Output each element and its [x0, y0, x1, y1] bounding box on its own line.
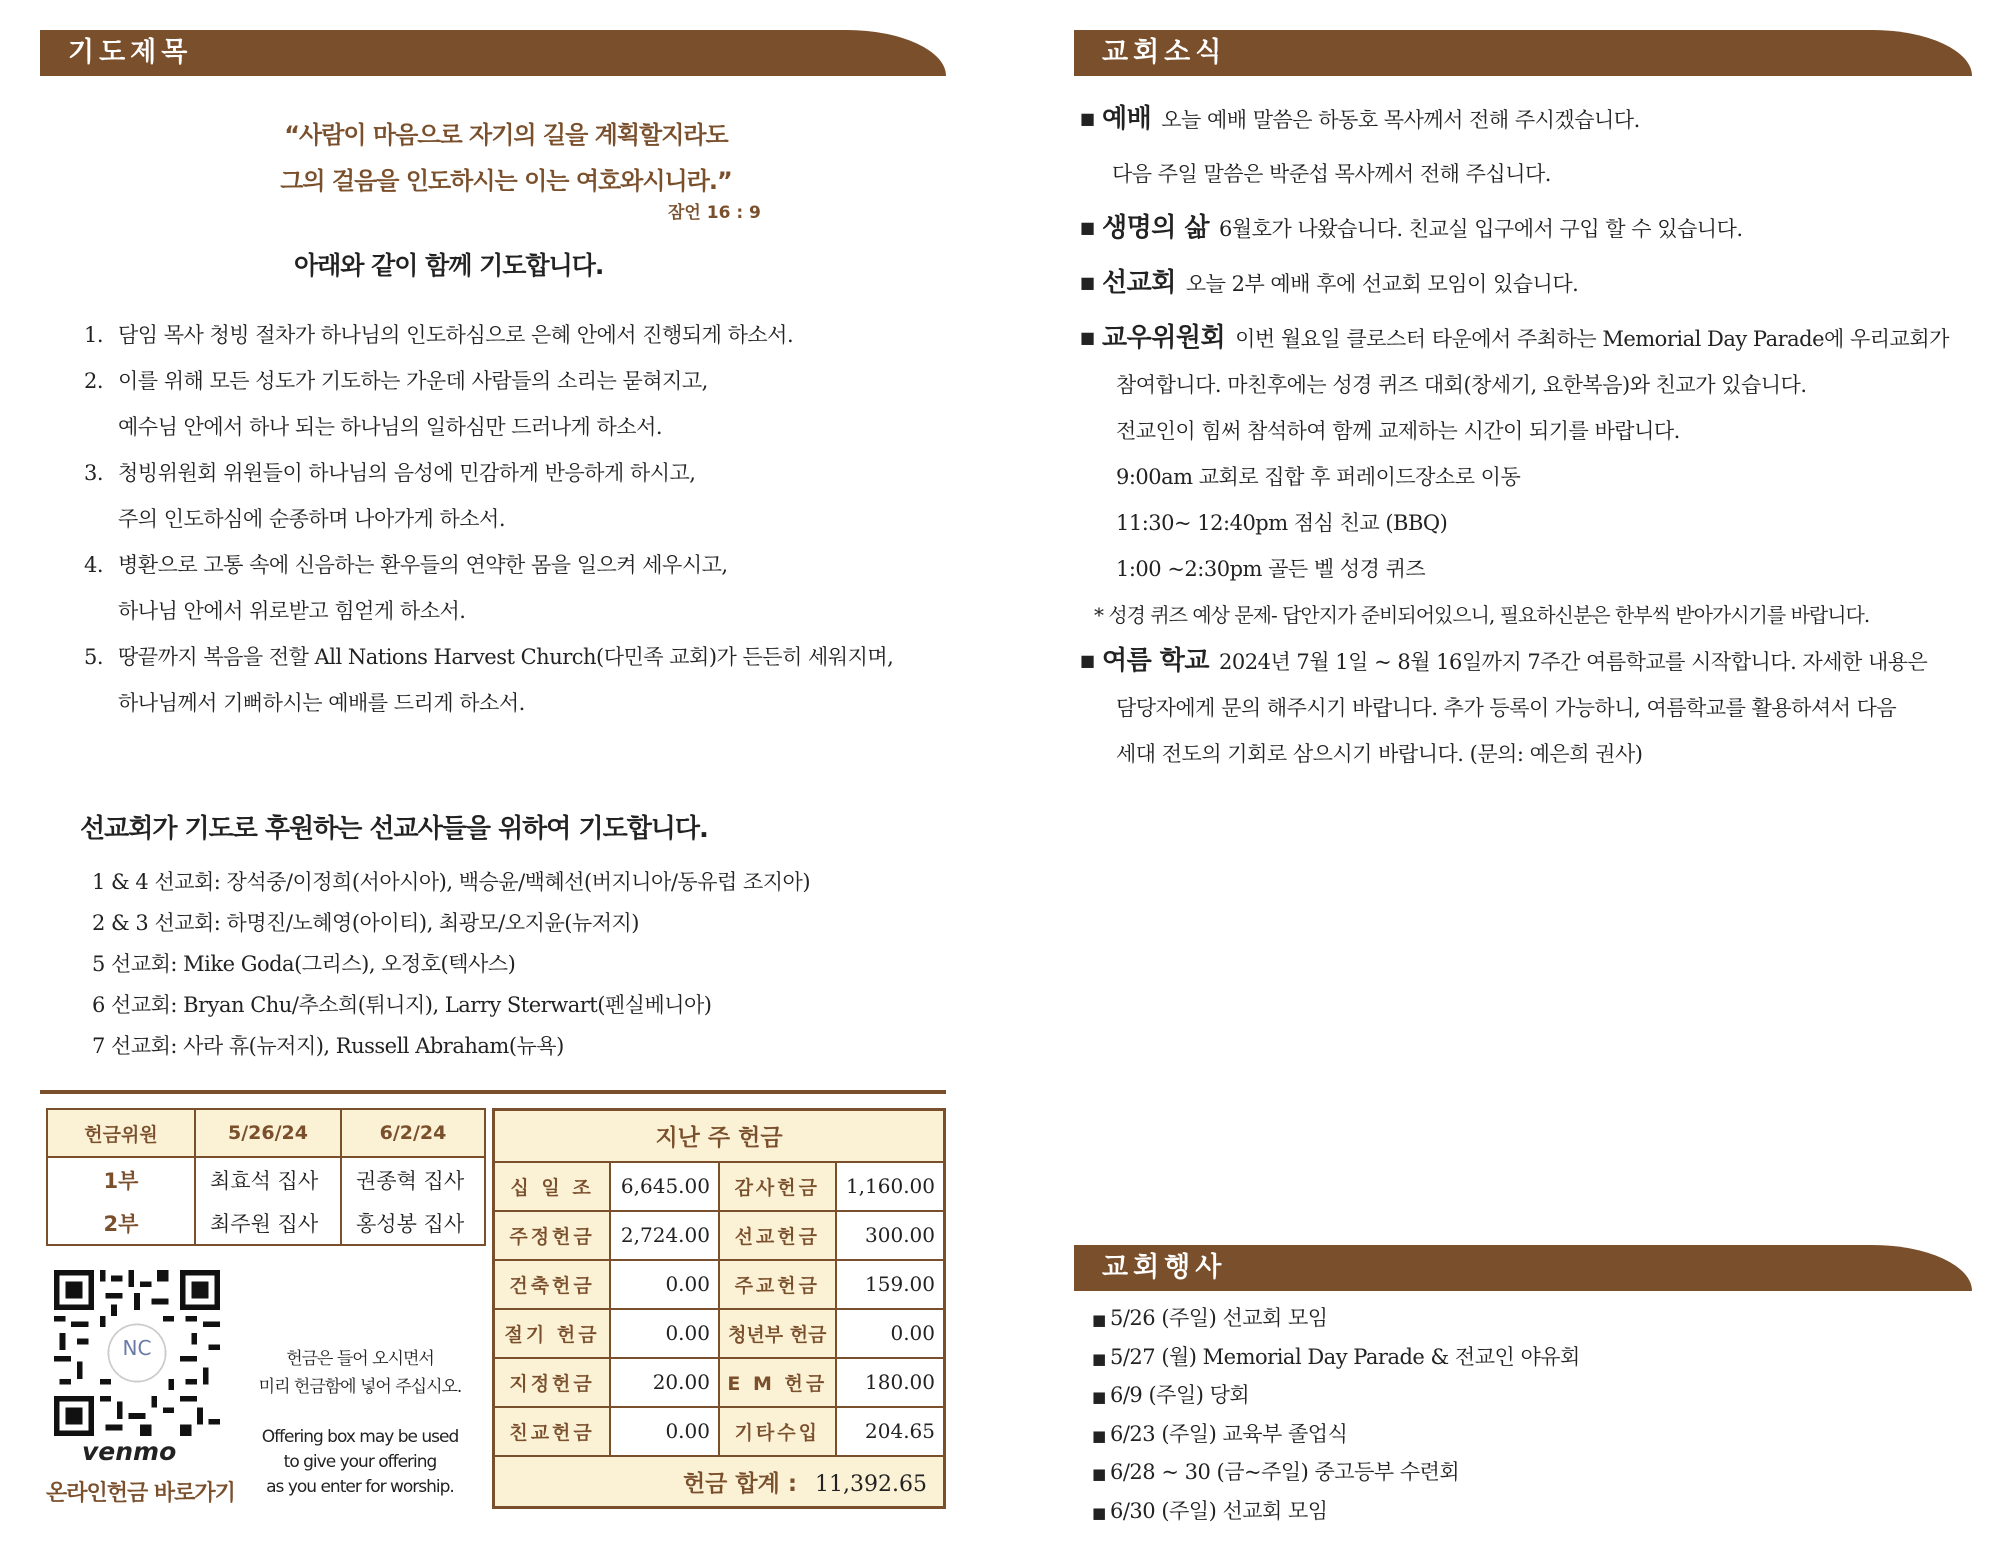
qr-code-icon[interactable] [54, 1270, 220, 1436]
venmo-logo: venmo [82, 1437, 177, 1466]
prayer-item: 2. 이를 위해 모든 성도가 기도하는 가운데 사람들의 소리는 묻혀지고, 예수님 안에서 하나 되는 하나님의 일하심만 드러나게 하소서. [84, 369, 708, 439]
offering-note-korean: 헌금은 들어 오시면서 미리 헌금함에 넣어 주십시오. [258, 1349, 462, 1397]
event-item: ■ 6/30 (주일) 선교회 모임 [1092, 1498, 1328, 1523]
news-item-summer-school: ■ 여름 학교 2024년 7월 1일 ~ 8월 16일까지 7주간 여름학교를 시작합니다. 자세한 내용은 [1080, 646, 1928, 676]
news-item-worship: ■ 예배 오늘 예배 말씀은 하동호 목사께서 전해 주시겠습니다. [1080, 104, 1640, 134]
table-row: 절기 헌금 0.00 청년부 헌금 0.00 [494, 1309, 945, 1358]
missionary-item: 7 선교회: 사라 휴(뉴저지), Russell Abraham(뉴욕) [92, 1034, 564, 1058]
prayer-item: 1. 담임 목사 청빙 절차가 하나님의 인도하심으로 은혜 안에서 진행되게 하소서. [84, 323, 794, 347]
prayer-item: 4. 병환으로 고통 속에 신음하는 환우들의 연약한 몸을 일으켜 세우시고, 하나님 안에서 위로받고 힘얻게 하소서. [84, 553, 728, 623]
prayer-item: 5. 땅끝까지 복음을 전할 All Nations Harvest Church(다민족 교회)가 든든히 세워지며, 하나님께서 기뻐하시는 예배를 드리게 하소서. [84, 645, 894, 715]
news-item-mission: ■ 선교회 오늘 2부 예배 후에 선교회 모임이 있습니다. [1080, 268, 1579, 298]
missionaries-title: 선교회가 기도로 후원하는 선교사들을 위하여 기도합니다. [80, 814, 708, 844]
prayer-header: 기도제목 [40, 30, 946, 76]
prayer-intro: 아래와 같이 함께 기도합니다. [294, 251, 604, 280]
committee-header: 헌금위원 [47, 1109, 195, 1157]
event-item: ■ 6/28 ~ 30 (금~주일) 중고등부 수련회 [1092, 1460, 1460, 1484]
last-week-offering-table [492, 1108, 946, 1509]
scripture-verse [246, 112, 766, 204]
date-header-2: 6/2/24 [341, 1109, 485, 1157]
verse-line-2: 그의 걸음을 인도하시는 이는 여호와시니라.” [280, 167, 732, 195]
table-header-row [47, 1109, 485, 1157]
table-row: 2부 최주원 집사 홍성봉 집사 [47, 1201, 485, 1245]
online-giving-link[interactable]: 온라인헌금 바로가기 [46, 1481, 235, 1506]
qr-center-label: NC [122, 1336, 152, 1360]
offering-note-english: Offering box may be used to give your offering as you enter for worship. [261, 1427, 459, 1497]
event-item: ■ 6/9 (주일) 당회 [1092, 1383, 1250, 1407]
table-row: 친교헌금 0.00 기타수입 204.65 [494, 1407, 945, 1456]
verse-reference: 잠언 16 : 9 [668, 203, 761, 223]
table-row: 주정헌금 2,724.00 선교헌금 300.00 [494, 1211, 945, 1260]
church-news: ■ 예배 오늘 예배 말씀은 하동호 목사께서 전해 주시겠습니다. 다음 주일 말씀은 박준섭 목사께서 전해 주십니다. ■ 생명의 삶 6월호가 나왔습니다. 친교실 입구에서 구입 할 수 있습니다. ■ 선교회 오늘 2부 예배 후에 선교회 모임이 있습니다. ■ 교우위원회 이번 월요일 클로스터 타운에서 주최하는 Memorial Day Parade에 우리교회가 참여합니다. 마친후에는 성경 퀴즈 대회(창세기, 요한복음)와 친교가 있습니다. 전교인이 힘써 참석하여 함께 교제하는 시간이 되기를 바랍니다. 9:00am 교회로 집합 후 퍼레이드장소로 이동 11:30~ 12:40pm 점심 친교 (BBQ) 1:00 ~2:30pm 골든 벨 성경 퀴즈 * 성경 퀴즈 예상 문제- 답안지가 준비되어있으니, 필요하신분은 한부씩 받아가시기를 바랍니다. ■ 여름 학교 2024년 7월 1일 ~ 8월 16일까지 7주간 여름학교를 시작합니다. 자세한 내용은 담당자에게 문의 해주시기 바랍니다. 추가 등록이 가능하니, 여름학교를 활용하셔서 다음 세대 전도의 기회로 삼으시기 바랍니다. (문의: 예은희 권사) [1080, 96, 1980, 777]
date-header-1: 5/26/24 [195, 1109, 341, 1157]
table-row: 지정헌금 20.00 E M 헌금 180.00 [494, 1358, 945, 1407]
missionary-item: 2 & 3 선교회: 하명진/노혜영(아이티), 최광모/오지윤(뉴저지) [92, 911, 639, 935]
table-row: 건축헌금 0.00 주교헌금 159.00 [494, 1260, 945, 1309]
offering-total [494, 1456, 945, 1508]
offering-total-value: 11,392.65 [815, 1471, 927, 1497]
offering-committee-table [46, 1108, 486, 1246]
table-row: 1부 최효석 집사 권종혁 집사 [47, 1157, 485, 1201]
missionaries-list [92, 862, 810, 1067]
news-header: 교회소식 [1074, 30, 1972, 76]
section-divider [40, 1090, 946, 1094]
verse-line-1: “사람이 마음으로 자기의 길을 계획할지라도 [284, 121, 728, 149]
prayer-list [84, 312, 914, 726]
event-item: ■ 6/23 (주일) 교육부 졸업식 [1092, 1421, 1348, 1446]
missionary-item: 5 선교회: Mike Goda(그리스), 오정호(텍사스) [92, 952, 516, 976]
offering-table-title: 지난 주 헌금 [494, 1110, 945, 1162]
events-list [1092, 1300, 1580, 1531]
missionary-item: 1 & 4 선교회: 장석중/이정희(서아시아), 백승윤/백혜선(버지니아/동유럽 조지아) [92, 870, 811, 894]
prayer-item: 3. 청빙위원회 위원들이 하나님의 음성에 민감하게 반응하게 하시고, 주의 인도하심에 순종하며 나아가게 하소서. [84, 461, 696, 531]
table-row: 십 일 조 6,645.00 감사헌금 1,160.00 [494, 1162, 945, 1211]
events-header: 교회행사 [1074, 1245, 1972, 1291]
missionary-item: 6 선교회: Bryan Chu/추소희(튀니지), Larry Sterwart(펜실베니아) [92, 993, 712, 1017]
offering-total-label: 헌금 합계 : [682, 1470, 798, 1497]
news-item-life: ■ 생명의 삶 6월호가 나왔습니다. 친교실 입구에서 구입 할 수 있습니다. [1080, 213, 1743, 243]
event-item: ■ 5/27 (월) Memorial Day Parade & 전교인 야유회 [1092, 1344, 1580, 1369]
event-item: ■ 5/26 (주일) 선교회 모임 [1092, 1306, 1328, 1330]
quiz-note: * 성경 퀴즈 예상 문제- 답안지가 준비되어있으니, 필요하신분은 한부씩 받아가시기를 바랍니다. [1094, 603, 1870, 627]
news-item-fellowship: ■ 교우위원회 이번 월요일 클로스터 타운에서 주최하는 Memorial Day Parade에 우리교회가 [1080, 323, 1949, 353]
